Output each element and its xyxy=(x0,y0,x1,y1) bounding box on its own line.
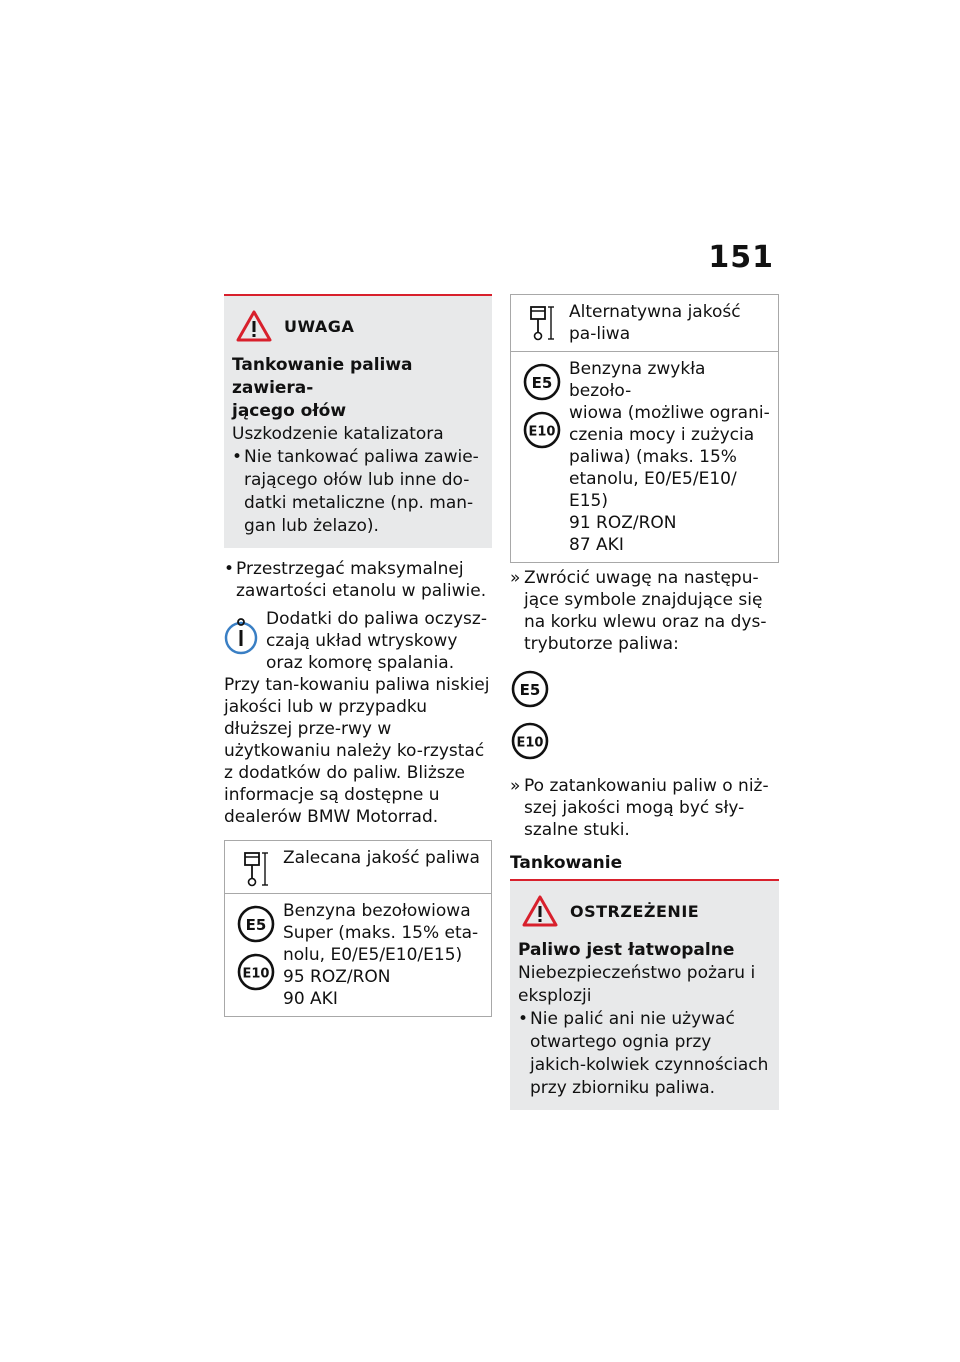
warning-title-line2: jącego ołów xyxy=(232,401,347,421)
fuel-line: wiowa (możliwe ograni- xyxy=(569,403,770,423)
warning-box-uwaga xyxy=(224,294,492,548)
fuel-line: E15) xyxy=(569,491,609,511)
left-column xyxy=(224,294,492,1017)
fuel-line: etanolu, E0/E5/E10/ xyxy=(569,469,737,489)
fuel-line: 95 ROZ/RON xyxy=(283,967,391,987)
warning-triangle-icon xyxy=(236,310,272,342)
warning-subtitle: Uszkodzenie katalizatora xyxy=(232,424,444,444)
warning-bullet: • Nie tankować paliwa zawie-rającego ołów lub inne do-datki metaliczne (np. man-gan lub żelazo). xyxy=(232,446,484,538)
e10-symbol-icon xyxy=(236,952,276,992)
fuel-line: nolu, E0/E5/E10/E15) xyxy=(283,945,463,965)
piston-icon xyxy=(243,851,269,887)
e10-symbol-label: E10 xyxy=(242,966,270,982)
warning-triangle-icon xyxy=(522,895,558,927)
warning-box-ostrzezenie xyxy=(510,879,779,1110)
piston-icon xyxy=(529,305,555,341)
ethanol-bullet: • Przestrzegać maksymalnej zawartości etanolu w paliwie. xyxy=(224,558,492,602)
fuel-line: Benzyna zwykła bezoło- xyxy=(569,359,706,401)
step-knocking-text: Po zatankowaniu paliw o niż-szej jakości mogą być sły-szalne stuki. xyxy=(524,776,769,840)
e10-symbol-label: E10 xyxy=(528,424,556,440)
fuel-line: paliwa) (maks. 15% xyxy=(569,447,737,467)
step-symbols-text: Zwrócić uwagę na następu-jące symbole znajdujące się na korku wlewu oraz na dys-trybutorze paliwa: xyxy=(524,568,767,654)
fuel-line: 90 AKI xyxy=(283,989,338,1009)
e10-symbol-icon xyxy=(522,410,562,450)
page-number: 151 xyxy=(708,240,774,275)
e5-symbol-icon xyxy=(522,362,562,402)
fuel-line: 91 ROZ/RON xyxy=(569,513,677,533)
ethanol-bullet-text: Przestrzegać maksymalnej zawartości etanolu w paliwie. xyxy=(236,559,487,601)
alternative-fuel-table xyxy=(510,294,779,563)
warning-bullet: • Nie palić ani nie używać otwartego ognia przy jakich-kolwiek czynnościach przy zbiorniku paliwa. xyxy=(518,1008,771,1100)
step-symbols: » Zwrócić uwagę na następu-jące symbole znajdujące się na korku wlewu oraz na dys-trybutorze paliwa: xyxy=(510,567,779,655)
table-header-text: Alternatywna jakość pa-liwa xyxy=(569,302,741,344)
fuel-line: Super (maks. 15% eta- xyxy=(283,923,479,943)
recommended-fuel-table xyxy=(224,840,492,1017)
warning-title: Paliwo jest łatwopalne xyxy=(518,940,735,960)
warning-label: UWAGA xyxy=(284,316,355,336)
info-note xyxy=(224,608,492,828)
e10-symbol-icon xyxy=(510,721,550,761)
warning-bullet-text: Nie palić ani nie używać otwartego ognia przy jakich-kolwiek czynnościach przy zbiorniku paliwa. xyxy=(530,1009,769,1098)
warning-label: OSTRZEŻENIE xyxy=(570,901,700,921)
warning-bullet-text: Nie tankować paliwa zawie-rającego ołów lub inne do-datki metaliczne (np. man-gan lub żelazo). xyxy=(244,447,479,536)
e5-symbol-icon xyxy=(236,904,276,944)
e5-symbol-label: E5 xyxy=(531,374,553,392)
info-text: Dodatki do paliwa oczysz-czają układ wtryskowy oraz komorę spalania. Przy tan-kowaniu paliwa niskiej jakości lub w przypadku dłuższej prze-rwy w użytkowaniu należy ko-rzystać z dodatków do paliw. Bliższe informacje są dostępne u dealerów BMW Motorrad. xyxy=(224,609,490,827)
info-icon xyxy=(224,616,258,656)
step-knocking: » Po zatankowaniu paliw o niż-szej jakości mogą być sły-szalne stuki. xyxy=(510,775,779,841)
e5-symbol-icon xyxy=(510,669,550,709)
e10-symbol-label: E10 xyxy=(516,735,544,751)
section-title: Tankowanie xyxy=(510,853,623,873)
table-row xyxy=(511,351,778,562)
fuel-line: czenia mocy i zużycia xyxy=(569,425,755,445)
right-column xyxy=(510,294,779,1110)
warning-title-line1: Tankowanie paliwa zawiera- xyxy=(232,355,413,398)
e5-symbol-label: E5 xyxy=(519,681,541,699)
table-row xyxy=(225,893,491,1016)
fuel-line: 87 AKI xyxy=(569,535,624,555)
fuel-symbols xyxy=(510,669,779,761)
table-header-text: Zalecana jakość paliwa xyxy=(283,848,480,868)
table-row xyxy=(225,841,491,893)
table-row xyxy=(511,295,778,351)
warning-subtitle: Niebezpieczeństwo pożaru i eksplozji xyxy=(518,963,756,1006)
fuel-line: Benzyna bezołowiowa xyxy=(283,901,471,921)
e5-symbol-label: E5 xyxy=(245,916,267,934)
